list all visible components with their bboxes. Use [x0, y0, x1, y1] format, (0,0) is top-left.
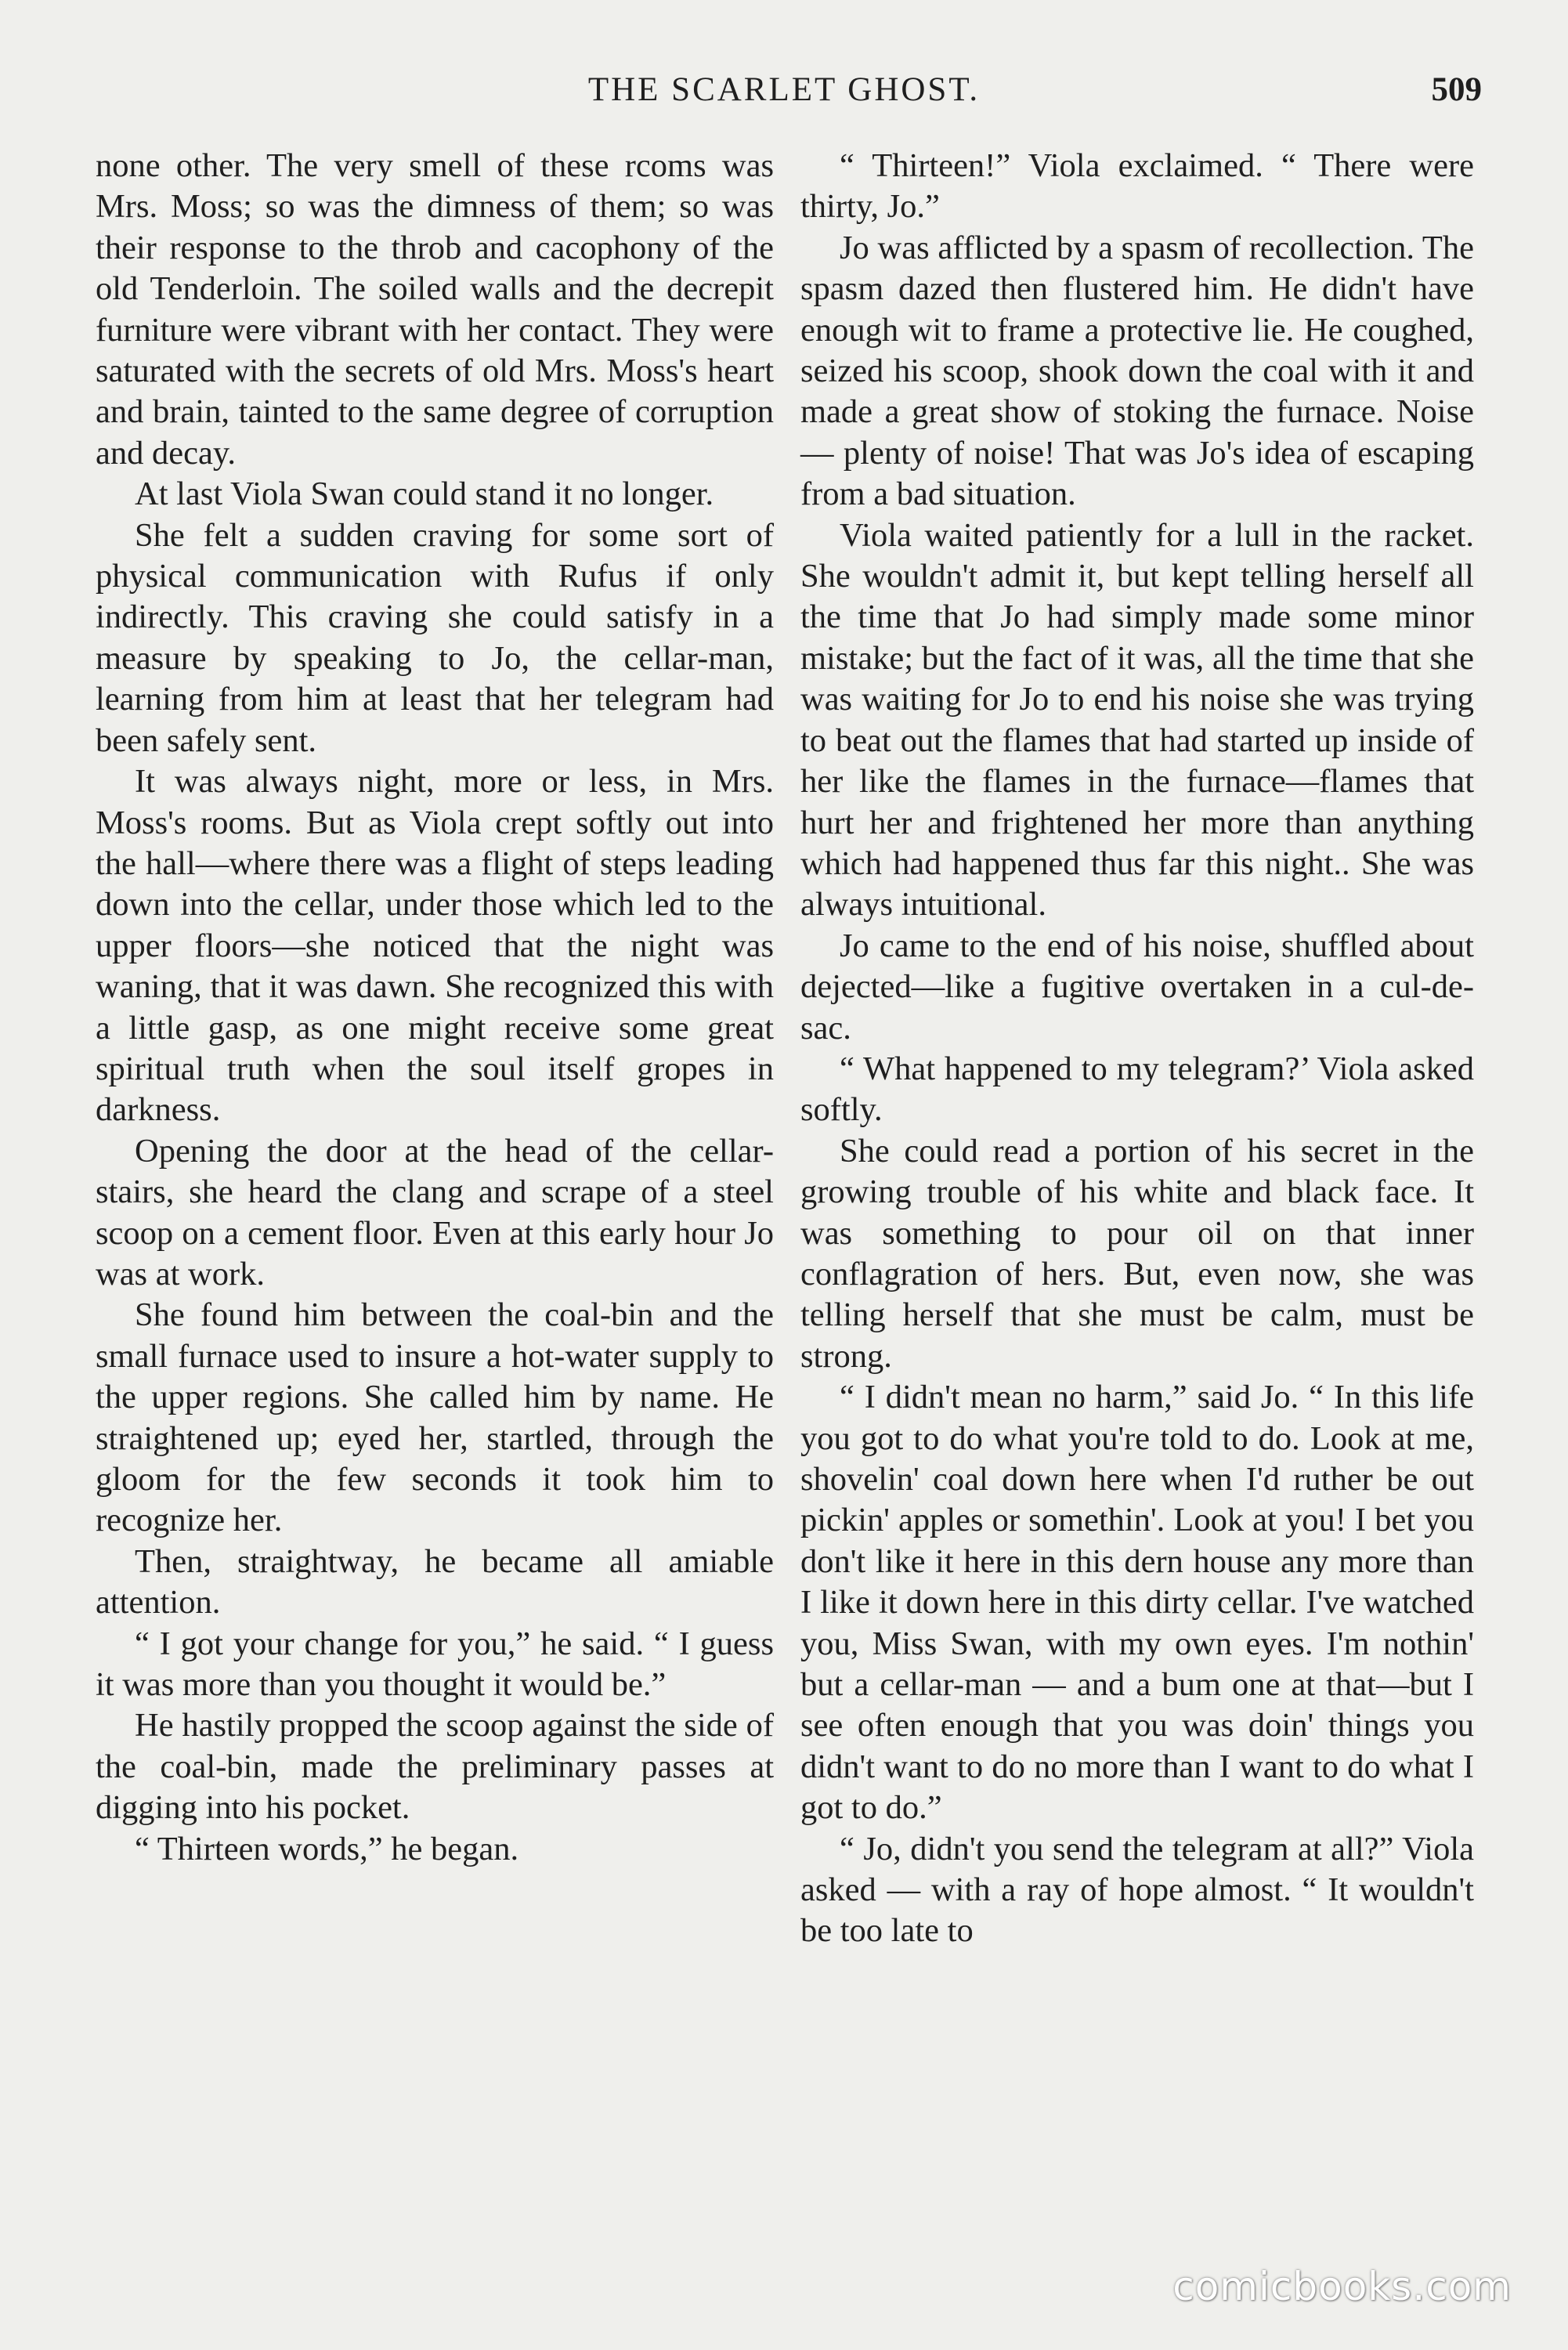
page-number: 509	[1431, 71, 1482, 108]
paragraph: “ I got your change for you,” he said. “ I guess it was more than you thought it would be.”	[96, 1625, 774, 1704]
paragraph: Jo came to the end of his noise, shuffled about dejected—like a fugitive overtaken in a cul-de-sac.	[800, 927, 1474, 1047]
left-column	[96, 146, 774, 1870]
paragraph: She found him between the coal-bin and the small furnace used to insure a hot-water supply to the upper regions. She called him by name. He straightened up; eyed her, startled, through the gloom for the few seconds it took him to recognize her.	[96, 1296, 774, 1539]
running-title: THE SCARLET GHOST.	[587, 71, 981, 108]
paragraph: She felt a sudden craving for some sort of physical communication with Rufus if only indirectly. This craving she could satisfy in a measure by speaking to Jo, the cellar-man, learning from him at least that her telegram had been safely sent.	[96, 516, 774, 759]
paragraph: none other. The very smell of these rcoms was Mrs. Moss; so was the dimness of them; so was their response to the throb and cacophony of the old Tenderloin. The soiled walls and the decrepit furniture were vibrant with her contact. They were saturated with the secrets of old Mrs. Moss's heart and brain, tainted to the same degree of corruption and decay.	[96, 147, 774, 472]
watermark-logo: comicbooks.com	[1172, 2264, 1512, 2309]
paragraph: Jo was afflicted by a spasm of recollection. The spasm dazed then flustered him. He didn't have enough wit to frame a protective lie. He coughed, seized his scoop, shook down the coal with it and made a great show of stoking the furnace. Noise — plenty of noise! That was Jo's idea of escaping from a bad situation.	[800, 229, 1474, 513]
paragraph: At last Viola Swan could stand it no longer.	[135, 475, 714, 513]
right-column	[800, 146, 1474, 1952]
paragraph: She could read a portion of his secret in the growing trouble of his white and black face. It was something to pour oil on that inner conflagration of hers. But, even now, she was telling herself that she must be calm, must be strong.	[800, 1132, 1474, 1375]
paragraph: “ What happened to my telegram?’ Viola asked softly.	[800, 1050, 1474, 1129]
paragraph: Opening the door at the head of the cellar-stairs, she heard the clang and scrape of a steel scoop on a cement floor. Even at this early hour Jo was at work.	[96, 1132, 774, 1292]
paragraph: “ Thirteen words,” he began.	[135, 1830, 519, 1867]
page-header	[0, 70, 1568, 118]
paragraph: It was always night, more or less, in Mrs. Moss's rooms. But as Viola crept softly out into the hall—where there was a flight of steps leading down into the cellar, under those which led to the upper floors—she noticed that the night was waning, that it was dawn. She recognized this with a little gasp, as one might receive some great spiritual truth when the soul itself gropes in darkness.	[96, 763, 774, 1129]
paragraph: He hastily propped the scoop against the side of the coal-bin, made the preliminary passes at digging into his pocket.	[96, 1707, 774, 1827]
paragraph: “ Jo, didn't you send the telegram at all?” Viola asked — with a ray of hope almost. “ It wouldn't be too late to	[800, 1830, 1474, 1950]
paragraph: Then, straightway, he became all amiable attention.	[96, 1542, 774, 1622]
paragraph: “ I didn't mean no harm,” said Jo. “ In this life you got to do what you're told to do. Look at me, shovelin' coal down here when I'd ruther be out pickin' apples or somethin'. Look at you! I bet you don't like it here in this dern house any more than I like it down here in this dirty cellar. I've watched you, Miss Swan, with my own eyes. I'm nothin' but a cellar-man — and a bum one at that—but I see often enough that you was doin' things you didn't want to do no more than I want to do what I got to do.”	[800, 1379, 1474, 1827]
paragraph: Viola waited patiently for a lull in the racket. She wouldn't admit it, but kept telling herself all the time that Jo had simply made some minor mistake; but the fact of it was, all the time that she was waiting for Jo to end his noise she was trying to beat out the flames that had started up inside of her like the flames in the furnace—flames that hurt her and frightened her more than anything which had happened thus far this night.. She was always intuitional.	[800, 516, 1474, 924]
paragraph: “ Thirteen!” Viola exclaimed. “ There were thirty, Jo.”	[800, 147, 1474, 226]
